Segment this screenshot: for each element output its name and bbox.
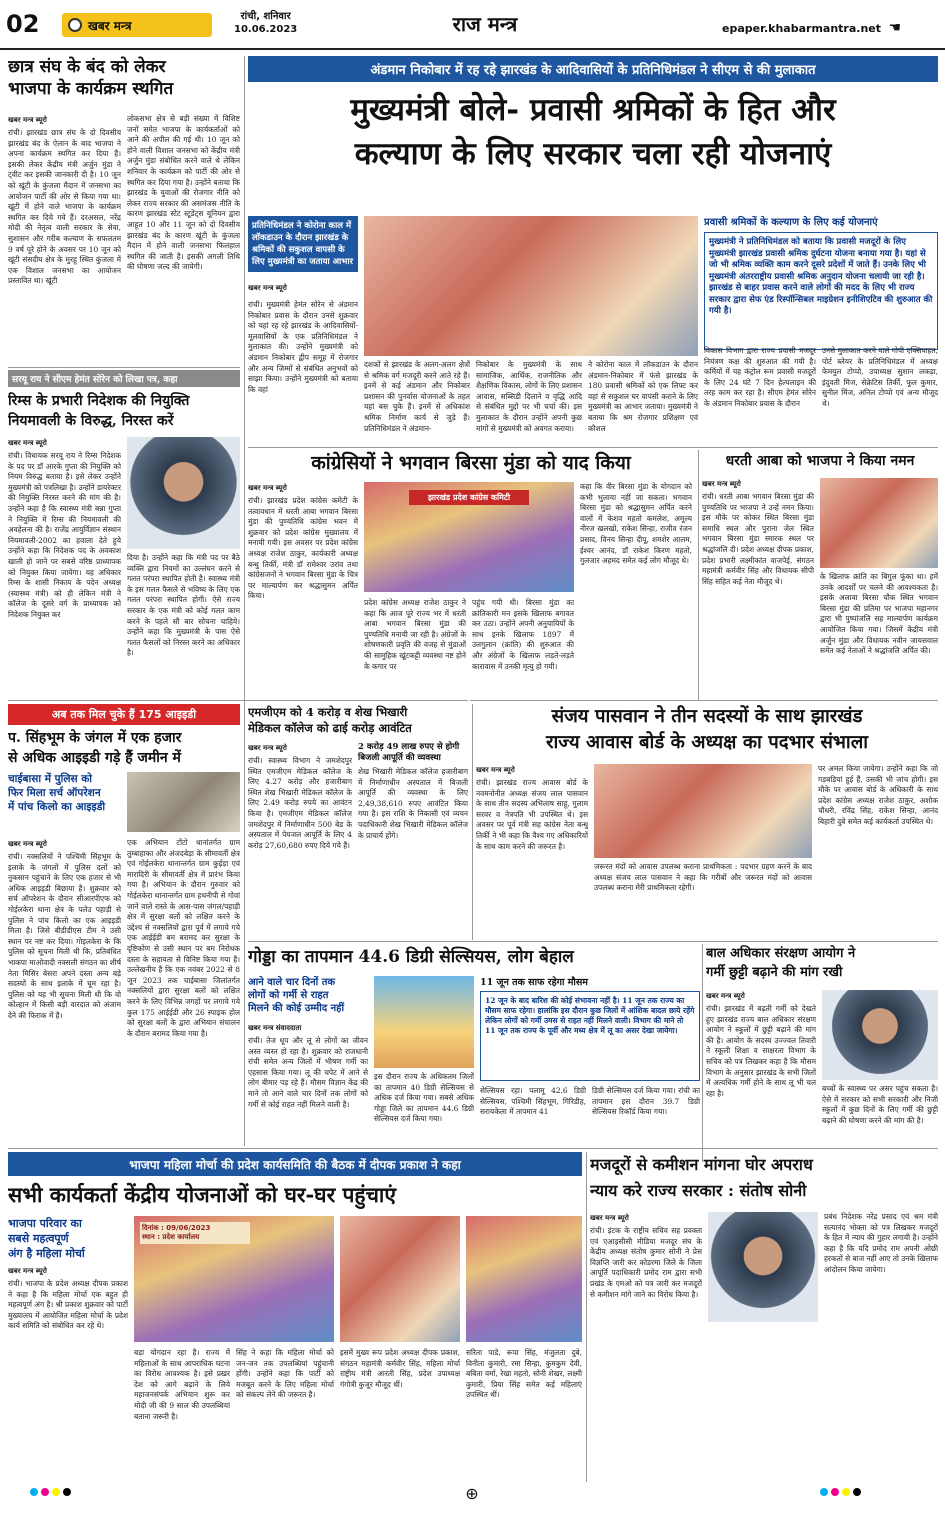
story-body: निकोबार के मुख्यमंत्री के साथ सामाजिक, आर्थिक, राजनीतिक और शैक्षणिक विकास, लोगों के लिए प्रशासन आवास, सब्सिडी दिलाने व वृद्धि आदि से संबंधित मुद्दों पर भी चर्चा की। इस मुलाकात के दौरान उन्होंने अपनी कुछ मांगों से मुख्यमंत्री को अवगत कराया। (476, 360, 582, 433)
color-registration-marks-right (820, 1488, 920, 1502)
story-child-rights (706, 944, 938, 1164)
story-body: पहुंच गयी थी। बिरसा मुंडा का क्रांतिकारी मन इसके खिलाफ बगावत कर उठा। उन्होंने अपनी अनुयायियों के साथ इनके खिलाफ 1897 में उलगुलान (क्रांति) की शुरुआत की और अंग्रेजों के खिलाफ लड़ते-लड़ते कारावास में उनकी मृत्यु हो गयी। (472, 598, 574, 671)
mahila-morcha-audience-photo (466, 1216, 582, 1342)
headline-line: से अधिक आइइडी गड़े हैं जमीन में (8, 750, 181, 766)
deck-line: चाईबासा में पुलिस को (8, 773, 93, 785)
story-congress-birsa (248, 450, 694, 698)
saryu-rai-photo (127, 437, 240, 549)
story-headline (248, 88, 938, 176)
story-headline (476, 704, 938, 756)
story-body: रांची। झारखंड प्रदेश कांग्रेस कमेटी के तत्वावधान में धरती आबा भगवान बिरसा मुंडा की पुण्यतिथि कांग्रेस भवन में शुक्रवार को प्रदेश कांग्रेस मुख्यालय में मनायी गयी। इस अवसर पर प्रदेश कांग्रेस अध्यक्ष राजेश ठाकुर, कार्यकारी अध्यक्ष बन्धु तिर्की, मंत्री डॉ रामेश्वर उरांव तथा कांग्रेसजनों ने भगवान बिरसा मुंडा के चित्र पर माल्यार्पण कर श्रद्धासुमन अर्पित किया। (248, 496, 358, 601)
story-body: रांची। स्वास्थ्य विभाग ने जमशेदपुर स्थित एमजीएम मेडिकल कॉलेज के लिए 4.27 करोड़ और हजारीबाग स्थित शेख भिखारी मेडिकल कॉलेज के लिए 2.49 करोड़ रुपये का आवंटन किया है। एमजीएम मेडिकल कॉलेज जमशेदपुर में निर्माणाधीन 500 बेड के अस्पताल में पेयजल आपूर्ति के लिए 4 करोड़ 27,60,680 रुपए दिये गये हैं। (248, 756, 352, 850)
deck-line: आने वाले चार दिनों तक (248, 977, 336, 988)
story-body: रांची। झारखंड छात्र संघ के दो दिवसीय झारखंड बंद के ऐलान के बाद भाजपा ने अपना कार्यक्रम स्थगित कर दिया है। इसकी लेकर केंद्रीय मंत्री अर्जुन मुंडा ने ट्वीट कर इसकी जानकारी दी है। 10 जून को खूंटी के कुंजला मैदान में जनसभा का आयोजन पार्टी की ओर से किया गया था। खूंटी में होने वाले भाजपा के कार्यक्रम स्थगित कर दिये गये हैं। दरअसल, नरेंद्र मोदी की नेतृत्व वाली सरकार के सेवा, सुशासन और गरीब कल्याण के सफलतम 9 वर्ष पूरे होने के अवसर पर 10 जून को खूंटी संसदीय क्षेत्र के मुरहू स्थित कुंजला में एक विशाल जनसभा का आयोजन प्रस्तावित था। खूंटी (8, 128, 121, 286)
pullquote: प्रतिनिधिमंडल ने कोरोना काल में लॉकडाउन के दौरान झारखंड के श्रमिकों की सकुशल वापसी के लिए मुख्यमंत्री का जताया आभार (248, 216, 358, 272)
ied-photo (127, 772, 240, 832)
story-kicker: अंडमान निकोबार में रह रहे झारखंड के आदिवासियों के प्रतिनिधिमंडल ने सीएम से की मुलाकात (248, 56, 938, 82)
bjp-tribute-photo (820, 478, 938, 568)
brand-name: खबर मन्त्र (88, 18, 132, 33)
yellow-dot (842, 1488, 850, 1496)
story-body: ने कोरोना काल में लॉकडाउन के दौरान अंडमान-निकोबार में फंसे झारखंड के 180 प्रवासी श्रमिकों को एक लिफ्ट कर वहां से सकुशल घर वापसी कराने के लिए मुख्यमंत्री का आभार जताया। मुख्यमंत्री ने बताया कि श्रम रोजगार प्रशिक्षण एवं कौशल (588, 360, 698, 433)
story-bjp-birsa (702, 450, 938, 698)
story-headline (248, 704, 468, 736)
sidebar-title: प्रवासी श्रमिकों के कल्याण के लिए कई योजनाएं (704, 217, 878, 228)
byline: खबर मन्त्र ब्यूरो (8, 1267, 47, 1275)
headline-line: भाजपा के कार्यक्रम स्थगित (8, 79, 174, 99)
story-body: रांची। तेज धूप और लू से लोगों का जीवन अस्त व्यस्त हो रहा है। शुक्रवार को राजधानी रांची समेत अन्य जिलों में भीषण गर्मी का एहसास किया गया। लू की चपेट में आने से लोग बीमार पड़ रहे हैं। मौसम विज्ञान केंद्र की माने तो आने वाले चार दिनों तक लोगों को गर्मी से कोई राहत नहीं मिलने वाली है। (248, 1036, 368, 1109)
thermometer-photo (374, 976, 474, 1068)
story-body: पर अमल किया जायेगा। उन्होंने कहा कि जो गड़बड़ियां हुई हैं, उसकी भी जांच होगी। इस मौके पर आवास बोर्ड के अधिकारी के साथ प्रदेश कांग्रेस अध्यक्ष राजेश ठाकुर, अशोक चौधरी, रविंद्र सिंह, राकेश सिन्हा, आनंद बिहारी दुबे समेत कई कार्यकर्ता उपस्थित थे। (818, 764, 938, 826)
magenta-dot (831, 1488, 839, 1496)
story-headline (8, 728, 240, 768)
headline-line: प. सिंहभूम के जंगल में एक हजार (8, 730, 182, 746)
ujjwal-tiwari-photo (822, 990, 938, 1080)
story-body: दिया है। उन्होंने कहा कि मंत्री पद पर बैठे व्यक्ति द्वारा नियमों का उल्लंघन करने से गलत परंपरा स्थापित होती है। स्वास्थ्य मंत्री के इस गलत फैसले से भविष्य के लिए एक गलत परंपरा स्थापित होगी। ऐसे राज्य सरकार के एक मंत्री को कोई गलत काम करने के पहले सौ बार सोचना चाहिये। उन्होंने कहा कि मुख्यमंत्री के पास ऐसे गलत फैसलों को निरस्त करने का अधिकार है। (127, 553, 240, 658)
byline: खबर मन्त्र ब्यूरो (8, 840, 47, 848)
story-mahila-morcha (8, 1152, 582, 1482)
headline-line: छात्र संघ के बंद को लेकर (8, 57, 166, 77)
story-body: रांची। झारखंड में बढ़ती गर्मी को देखते हुए झारखंड राज्य बाल अधिकार संरक्षण आयोग ने स्कूलों में छुट्टी बढ़ाने की मांग की है। आयोग के सदस्य उज्ज्वल तिवारी ने स्कूली शिक्षा व साक्षरता विभाग के सचिव को पत्र लिखकर कहा है कि मौसम विभाग के अनुसार झारखंड के सभी जिलों में अत्यधिक गर्मी होने के साथ लू भी चल रहा है। (706, 1004, 816, 1098)
story-bjp-program-postponed (8, 56, 240, 366)
byline: खबर मन्त्र ब्यूरो (702, 480, 741, 488)
headline-line: मजदूरों से कमीशन मांगना घोर अपराध (590, 1155, 813, 1174)
story-headline (8, 391, 240, 431)
story-body: बच्चों के स्वास्थ्य पर असर पहुंच सकता है। ऐसे में सरकार को सभी सरकारी और निजी स्कूलों में कुछ दिनों के लिए गर्मी की छुट्टी बढ़ाने की घोषणा करने की मांग की है। (822, 1084, 938, 1125)
story-kicker: अब तक मिल चुके हैं 175 आइइडी (8, 704, 240, 725)
story-deck (248, 976, 368, 1015)
deck-line: मिलने की कोई उम्मीद नहीं (248, 1003, 345, 1014)
cyan-dot (820, 1488, 828, 1496)
byline: खबर मन्त्र संवाददाता (248, 1024, 302, 1032)
sidebar-text: मुख्यमंत्री ने प्रतिनिधिमंडल को बताया कि प्रवासी मजदूरों के लिए मुख्यमंत्री झारखंड प्रवासी श्रमिक दुर्घटना योजना बनाया गया है। यहां से जो भी श्रमिक व्यक्ति काम करने दूसरे प्रदेशों में जाते हैं। उनके लिए भी मुख्यमंत्री अंतरराष्ट्रीय प्रवासी श्रमिक अनुदान योजना चलायी जा रही है। झारखंड से बाहर प्रवास करने वाले लोगों की मदद के लिए भी राज्य सरकार द्वारा सेफ एंड रिस्पॉन्सिबल माइग्रेशन इनीशिएटिव की शुरुआत की गयी है। (704, 232, 938, 350)
story-body: रांची। मुख्यमंत्री हेमंत सोरेन से अंडमान निकोबार प्रवास के दौरान उनसे शुक्रवार को यहां रह रहे झारखंड के आदिवासियों-मूलवासियों के एक प्रतिनिधिमंडल ने मुलाकात की। उन्होंने मुख्यमंत्री को अंडमान निकोबार द्वीप समूह में रोजगार और अन्य जिम्मों से संबंधित अनुभवों को साझा किया। उन्होंने मुख्यमंत्री को बताया कि वहां (248, 300, 358, 394)
story-mgm-allocation (248, 704, 468, 940)
story-body: के खिलाफ क्रांति का बिगुल फूंका था। हमें उनके आदर्शों पर चलने की आवश्यकता है। इसके अलावा बिरसा चौक स्थित भगवान बिरसा मुंडा की प्रतिमा पर भाजपा महानगर द्वारा भी पुष्पांजलि सह माल्यार्पण कार्यक्रम आयोजित किया गया। जिसमें केंद्रीय मंत्री अर्जुन मुंडा और विधायक नवीन जायसवाल समेत कई नेताओं ने श्रद्धांजलि अर्पित की। (820, 572, 938, 656)
story-body: एक अभियान टोंटो थानांतर्गत ग्राम तुम्बाहाका और अंजदबेड़ा के सीमावर्ती क्षेत्र एवं गोईलकेरा थानान्तर्गत ग्राम कुईड़ा एवं मारादिरी के सीमावर्ती क्षेत्र में प्रारंभ किया गया है। अभियान के दौरान गुरुवार को गोईलकेरा थानान्तर्गत ग्राम हथनीपी से गोवां जाने वाले रास्ते के आस-पास जंगल/पहाड़ी क्षेत्र में सुरक्षा बलों को लक्षित करने के उद्देश्य से नक्सलियों द्वारा पूर्व में लगाये गये एक आईईडी बम बरामद कर सुरक्षा के दृष्टिकोण से उसी स्थान पर बम निरोधक दस्ता के सहायता से विनिष्ट किया गया है। उल्लेखनीय है कि एक नवंबर 2022 से 8 जून 2023 तक चाईबासा जिलांतर्गत नक्सलियों द्वारा सुरक्षा बलों को लक्षित करने के लिए विभिन्न जगहों पर लगाये गये कुल 175 आईईडी और 26 स्पाइक होल को सुरक्षा बलों के द्वारा अभियान संचालन के दौरान बरामद किया गया है। (127, 838, 240, 1038)
deck-line: में पांच किलो का आइइडी (8, 801, 106, 813)
byline: खबर मन्त्र ब्यूरो (248, 284, 287, 292)
congress-banner: झारखंड प्रदेश कांग्रेस कमिटी (409, 490, 529, 505)
byline: खबर मन्त्र ब्यूरो (8, 116, 47, 124)
byline: खबर मन्त्र ब्यूरो (248, 484, 287, 492)
subhead: 11 जून तक साफ रहेगा मौसम (480, 977, 588, 988)
story-body: प्रदेश कांग्रेस अध्यक्ष राजेश ठाकुर ने कहा कि आज पूरे राज्य भर में धरती आबा भगवान बिरसा मुंडा की पुण्यतिथि मनायी जा रही है। अंग्रेजों के शोषणकारी प्रवृति की वजह से मुंडाओं की सामुहिक खूंटकट्टी व्यवस्था नष्ट होने के कगार पर (364, 598, 466, 671)
story-headline (8, 56, 240, 100)
subhead: 2 करोड़ 49 लाख रुपए से होगी बिजली आपूर्ति की व्यवस्था (358, 742, 460, 763)
story-rims-director (8, 370, 240, 698)
story-deck (8, 772, 121, 832)
headline-line: एमजीएम को 4 करोड़ व शेख भिखारी (248, 705, 408, 719)
headline-line: बाल अधिकार संरक्षण आयोग ने (706, 946, 856, 961)
cm-delegation-photo (364, 216, 698, 356)
story-housing-board (476, 704, 938, 940)
story-santosh-soni (590, 1152, 938, 1482)
section-name: राज मन्त्र (452, 12, 518, 36)
byline: खबर मन्त्र ब्यूरो (8, 439, 47, 447)
story-body: रांची। विधायक सरयू राय ने रिम्स निदेशक के पद पर डॉ आरके गुप्ता की नियुक्ति को नियम विरुद्ध बताया है। इसे लेकर उन्होंने मुख्यमंत्री को पत्रलिखा है। उन्होंने डायरेक्टर की नियुक्ति निरस्त करने की मांग की है। उन्होंने कहा है कि स्वास्थ्य मंत्री बन्ना गुप्ता ने नियुक्ति में रिम्स की नियमावली की अवहेलना की है। राजेंद्र आयुर्विज्ञान संस्थान नियमावली-2002 का हवाला देते हुये उन्होंने कहा कि निदेशक पद के अवकाश खाली हो जाने पर सबसे वरिष्ठ प्राध्यापक को नियुक्त किया जायेगा। यह अधिकार रिम्स के शासी निकाय के पदेन अध्यक्ष (स्वास्थ्य मंत्री) को ही लेकिन मंत्री ने कॉलेज के दूसरे वर्ग के प्राध्यापक को निदेशक नियुक्त कर (8, 451, 121, 619)
banner-place: स्थान : प्रदेश कार्यालय (142, 1233, 200, 1241)
epaper-link[interactable]: epaper.khabarmantra.net (722, 22, 881, 35)
pointer-hand-icon: ☚ (888, 20, 901, 36)
story-body: रांची। धरती आबा भगवान बिरसा मुंडा की पुण्यतिथि पर भाजपा ने उन्हें नमन किया। इस मौके पर कोकर स्थित बिरसा मुंडा समाधि स्थल और पुराना जेल स्थित भगवान बिरसा मुंडा स्मारक स्थल पर श्रद्धांजलि दी। प्रदेश अध्यक्ष दीपक प्रकाश, प्रदेश प्रभारी लक्ष्मीकांत वाजपेई, संगठन महामंत्री कर्मवीर सिंह और विधायक सीपी सिंह सहित कई नेता मौजूद थे। (702, 492, 814, 586)
weather-box: 12 जून के बाद बारिश की कोई संभावना नहीं है। 11 जून तक राज्य का मौसम साफ रहेगा। हालांकि इस दौरान कुछ जिलों में आंशिक बादल छाये रहेंगे लेकिन लोगों को गर्मी उमस से राहत नहीं मिलने वाली। विभाग की माने तो 11 जून तक राज्य के पूर्वी और मध्य क्षेत्र में लू का असर देखा जायेगा। (480, 991, 700, 1081)
story-ied-singhbhum (8, 704, 240, 1164)
story-body: लोकसभा क्षेत्र से बड़ी संख्या में विशिष्ट जनों समेत भाजपा के कार्यकर्ताओं को आने की अपील की गई थी। 10 जून को होने वाली विशाल जनसभा को केंद्रीय मंत्री अर्जुन मुंडा संबोधित करने वाले थे लेकिन शनिवार के कार्यक्रम को पार्टी की ओर से स्थगित कर दिया गया है। उन्होंने बताया कि झारखंड के युवाओं की रोजगार नीति को लेकर राज्य सरकार की असमंजस नीति के कारण झारखंड स्टेट स्टूडेंट्स यूनियन द्वारा आहूत 10 और 11 जून को दो दिवसीय झारखंड बंद के कारण खूंटी के कुंजला मैदान में होने वाली जनसभा फिलहाल स्थगित की जाती है। इसकी अगली तिथि की घोषणा जल्द की जायेगी। (127, 114, 240, 272)
headline-line: मुख्यमंत्री बोले- प्रवासी श्रमिकों के हित और (350, 92, 836, 128)
story-headline: धरती आबा को भाजपा ने किया नमन (725, 453, 915, 469)
story-body: कहा कि वीर बिरसा मुंडा के योगदान को कभी भुलाया नहीं जा सकता। भगवान बिरसा मुंडा को श्रद्धासुमन अर्पित करने वालों में केशव महतो कमलेश, अमूल्य नीरज खलखो, राकेश सिन्हा, राजीव रंजन प्रसाद, विनय सिन्हा दीपू, शमशेर आलम, ईश्वर आनंद, डॉ राकेश किरण महतो, गुलजार अहमद समेत कई लोग मौजूद थे। (580, 482, 692, 566)
dateline-date: 10.06.2023 (234, 24, 298, 35)
story-body: डिग्री सेल्सियस दर्ज किया गया। रांची का तापमान इस दौरान 39.7 डिग्री सेल्सियस रिकॉर्ड किया गया। (592, 1086, 700, 1117)
story-body: इसमें मुख्य रूप प्रदेश अध्यक्ष दीपक प्रकाश, संगठन महामंत्री कर्मवीर सिंह, महिला मोर्चा राष्ट्रीय मंत्री आरती सिंह, प्रदेश उपाध्यक्ष गंगोत्री कुजूर मौजूद थीं। (340, 1348, 460, 1389)
story-body: दशकों से झारखंड के अलग-अलग क्षेत्रों से श्रमिक वर्ग मजदूरी करने आते रहे हैं। इनमें से कई अंडमान और निकोबार प्रशासन की पुनर्वास योजनाओं के तहत यहां बस चुके हैं। इनमें से अधिकांश श्रमिक निर्माण कार्य से जुड़े हैं। प्रतिनिधिमंडल ने अंडमान- (364, 360, 470, 433)
deck-line: भाजपा परिवार का (8, 1217, 82, 1230)
story-kicker: सरयू राय ने सीएम हेमंत सोरेन को लिखा पत्र, कहा (8, 370, 240, 387)
story-body: रांची। इंटक के राष्ट्रीय सचिव सह प्रवक्ता एवं एआइसीसी मीडिया मजदूर संघ के केंद्रीय अध्यक्ष संतोष कुमार सोनी ने प्रेस विज्ञप्ति जारी कर कोडरमा जिले के जिला आपूर्ति पदाधिकारी प्रमोद राम द्वारा सभी प्रखंड के एमओ को पत्र जारी कर मजदूरों से कमीशन मांगे जाने का विरोध किया है। (590, 1226, 702, 1299)
story-body: सरिता पाडे, रूपा सिंह, मंजुलता दुबे, विनीता कुमारी, रमा सिन्हा, कुमकुम देवी, बबिता वर्मा, रेखा महतो, सोनी शेखर, लक्ष्मी कुमारी, प्रिया सिंह समेत कई महिलाएं उपस्थित थीं। (466, 1348, 582, 1400)
story-body: विकास विभाग द्वारा राज्य प्रवासी मजदूर नियंत्रण कक्ष की शुरुआत की गयी है। कर्मियों में यह कंट्रोल रूम प्रवासी मजदूरों के लिए 24 घंटे 7 दिन हेल्पलाइन की तरह काम कर रहा है। सीएम हेमंत सोरेन के अंडमान निकोबार प्रवास के दौरान (704, 346, 816, 408)
headline-line: गर्मी छुट्टी बढ़ाने की मांग रखी (706, 965, 843, 980)
photo-caption: जरूरत मंदों को आवास उपलब्ध कराना प्राथमिकता : पदभार ग्रहण करने के बाद अध्यक्ष संजय लाल पासवान ने कहा कि गरीबों और जरूरत मंदों को आवास उपलब्ध कराना मेरी प्राथमिकता रहेगी। (594, 862, 812, 893)
story-headline (706, 944, 938, 982)
story-body: शेख भिखारी मेडिकल कॉलेज हजारीबाग में निर्माणाधीन अस्पताल में बिजली आपूर्ति की व्यवस्था के लिए 2,49,38,610 रुपए आवंटित किया गया है। इस राशि के निकासी एवं व्ययन पदाधिकारी शेख भिखारी मेडिकल कॉलेज के प्राचार्य होंगे। (358, 767, 468, 840)
black-dot (853, 1488, 861, 1496)
byline: खबर मन्त्र ब्यूरो (706, 992, 745, 1000)
color-registration-marks-left (30, 1488, 130, 1502)
headline-line: रिम्स के प्रभारी निदेशक की नियुक्ति (8, 393, 190, 409)
banner-date: दिनांक : 09/06/2023 (142, 1224, 211, 1232)
deck-line: लोगों को गर्मी से राहत (248, 990, 329, 1001)
story-body: रांची। नक्सलियों ने पश्चिमी सिंहभूम के इलाके के जंगलों में पुलिस दलों को नुकसान पहुंचाने के लिए एक हजार से भी अधिक आइइडी बिछाया है। शुक्रवार को सर्च ऑपरेशन के दौरान सीआरपीएफ को गोईलकेरा थाना क्षेत्र के पलेउ पहाड़ी से पुलिस ने पांच किलो का एक आइइडी मिला है। जिसे बीडीडीएस टीम ने उसी स्थान पर नष्ट कर दिया। गोइलकेरा के कि पुलिस को सूचना मिली थी कि, प्रतिबंधित भाकपा माओवादी नक्सली संगठन का शीर्ष नेता मिसिर बेसरा अपने दस्ता अन्य बड़े सदस्यों के साथ इलाके में घूम रहा है। पुलिस को यह भी सूचना मिली थी कि वो कोल्हान में किसी बड़ी वारदात को अंजाम देने की फिराक में है। (8, 852, 121, 1020)
magenta-dot (41, 1488, 49, 1496)
mahila-morcha-stage-photo (134, 1216, 334, 1342)
headline-line: मेडिकल कॉलेज को ढाई करोड़ आवंटित (248, 721, 412, 735)
congress-tribute-photo (364, 482, 574, 592)
yellow-dot (52, 1488, 60, 1496)
story-godda-heat (248, 944, 700, 1164)
story-body: सेल्सियस रहा। पलामू 42.6 डिग्री सेल्सियस, पश्चिमी सिंहभूम, गिरिडीह, सरायकेला में तापमान 41 (480, 1086, 586, 1117)
story-body: रांची। झारखंड राज्य आवास बोर्ड के नवमनोनीत अध्यक्ष संजय लाल पासवान के साथ तीन सदस्य अभिलाष साहू, गुलाम सरवर व नेत्रपति भी उपस्थित थे। इस अवसर पर पूर्व मंत्री सह कांग्रेस नेता बन्धु तिर्की ने भी कहा कि वैश्य गए अधिकारियों के साथ काम करने की जरूरत है। (476, 778, 588, 851)
story-headline: गोड्डा का तापमान 44.6 डिग्री सेल्सियस, लोग बेहाल (248, 947, 574, 967)
registration-mark-icon: ⊕ (465, 1484, 479, 1503)
headline-line: नियमावली के विरुद्ध, निरस्त करें (8, 413, 174, 429)
dateline-city: रांची, शनिवार (240, 11, 291, 22)
headline-line: संजय पासवान ने तीन सदस्यों के साथ झारखंड (551, 706, 863, 727)
black-dot (63, 1488, 71, 1496)
headline-line: राज्य आवास बोर्ड के अध्यक्ष का पदभार संभाला (545, 732, 869, 753)
cyan-dot (30, 1488, 38, 1496)
story-body: रांची। भाजपा के प्रदेश अध्यक्ष दीपक प्रकाश ने कहा है कि महिला मोर्चा एक बहुत ही महत्वपूर्ण अंग है। श्री प्रकाश शुक्रवार को पार्टी मुख्यालय में आयोजित महिला मोर्चा के प्रदेश कार्य समिति को संबोधित कर रहे थे। (8, 1279, 128, 1331)
page-number: 02 (6, 10, 40, 38)
story-headline (590, 1152, 938, 1204)
deck-line: फिर मिला सर्च ऑपरेशन (8, 787, 101, 799)
story-body: सिंह ने कहा कि महिला मोर्चा को जन-जन तक उपलब्धियां पहुंचानी होंगी। उन्होंने कहा कि पार्टी को मजबूत करने के लिए महिला मोर्चा को संकल्प लेने की जरूरत है। (236, 1348, 334, 1400)
brand-logo-icon (68, 18, 82, 32)
masthead (0, 0, 945, 50)
story-body: इस दौरान राज्य के अधिकतम जिलों का तापमान 40 डिग्री सेल्सियस से अधिक दर्ज किया गया। सबसे अधिक गोड्डा जिले का तापमान 44.6 डिग्री सेल्सियस दर्ज किया गया। (374, 1072, 474, 1124)
dateline (234, 10, 297, 36)
headline-line: कल्याण के लिए सरकार चला रही योजनाएं (354, 136, 832, 172)
brand-badge (62, 13, 212, 37)
story-body: उनसे मुलाकात करने वाले गोपी एक्सिपाहत, पोर्ट ब्लेयर के प्रतिनिधिमंडल में अध्यक्ष फेमयुल टोप्पो, उपाध्यक्ष सुशान लकड़ा, इंदुवती मिंज, सेक्रेटिस तिर्की, फूल कुमार, सुनील मिंज, अनिल टोप्पो एवं अन्य मौजूद थे। (822, 346, 938, 408)
story-headline: सभी कार्यकर्ता केंद्रीय योजनाओं को घर-घर पहुंचाएं (8, 1182, 396, 1207)
mahila-morcha-leaders-photo (340, 1216, 460, 1342)
story-deck (8, 1216, 128, 1261)
byline: खबर मन्त्र ब्यूरो (590, 1214, 629, 1222)
byline: खबर मन्त्र ब्यूरो (476, 766, 515, 774)
santosh-soni-photo (708, 1212, 818, 1322)
byline: खबर मन्त्र ब्यूरो (248, 744, 287, 752)
story-headline: कांग्रेसियों ने भगवान बिरसा मुंडा को याद किया (311, 452, 631, 474)
story-body: बड़ा योगदान रहा है। राज्य में महिलाओं के साथ आपराधिक घटना का विरोध आवश्यक है। इसे प्रखर देश को आगे बढ़ाने के लिये महाजनसंपर्क अभियान शुरू कर मोदी जी की 9 साल की उपलब्धियां बताना जरूरी है। (134, 1348, 230, 1421)
story-body: प्रबंध निदेशक नरेंद्र प्रसाद एवं श्रम मंत्री सत्यानंद भोक्ता को पत्र लिखकर मजदूरों के हित में न्याय की गुहार लगायी है। उन्होंने कहा है कि यदि प्रमोद राम अपनी ओछी हरकतों से बाज नहीं आए तो उनके खिलाफ आंदोलन किया जायेगा। (824, 1212, 938, 1274)
deck-line: अंग है महिला मोर्चा (8, 1247, 85, 1260)
headline-line: न्याय करे राज्य सरकार : संतोष सोनी (590, 1181, 807, 1200)
housing-board-photo (594, 764, 812, 858)
deck-line: सबसे महत्वपूर्ण (8, 1232, 69, 1245)
story-kicker: भाजपा महिला मोर्चा की प्रदेश कार्यसमिति की बैठक में दीपक प्रकाश ने कहा (8, 1152, 582, 1176)
story-cm-migrant-workers (248, 56, 938, 446)
